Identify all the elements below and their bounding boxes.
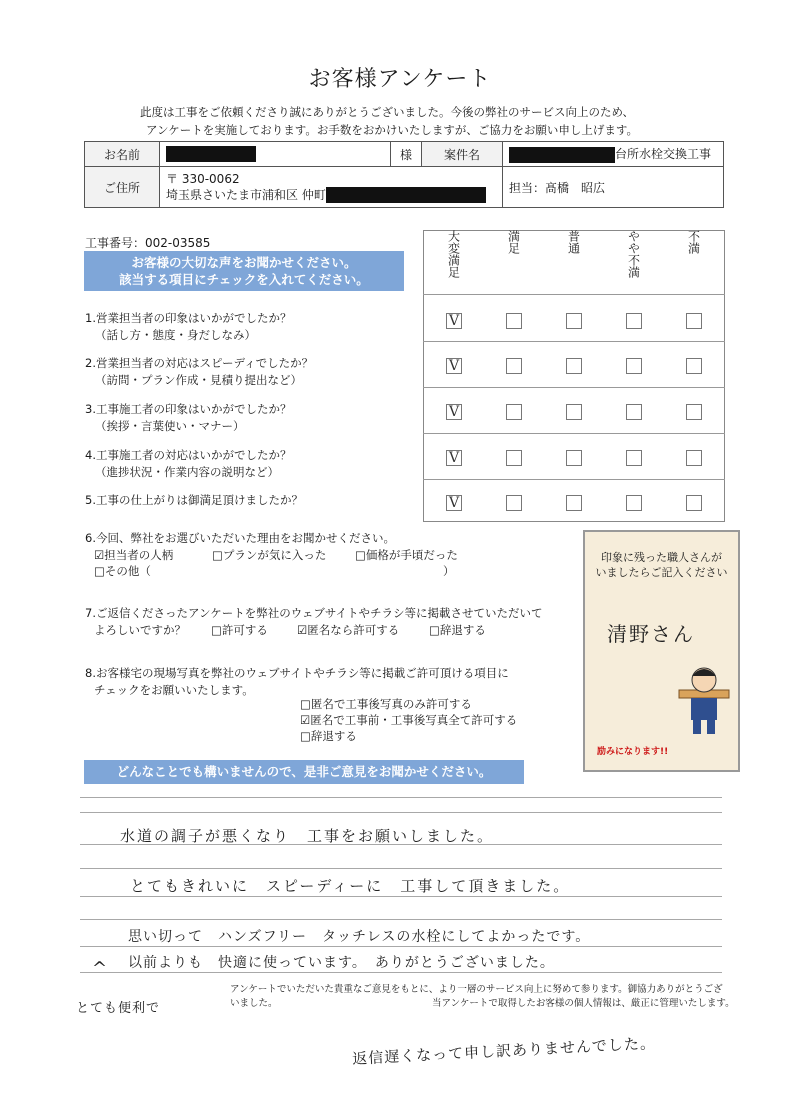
comment-line-2: とてもきれいに スピーディーに 工事して頂きました。: [130, 877, 571, 895]
craftsman-box: [583, 530, 740, 772]
rating-checkbox[interactable]: [626, 313, 642, 329]
q8-option-decline[interactable]: □辞退する: [300, 729, 357, 743]
question-8-line2: チェックをお願いいたします。: [94, 683, 254, 697]
rating-checkbox[interactable]: [686, 495, 702, 511]
q7-option-anonymous[interactable]: ☑匿名なら許可する: [297, 623, 400, 637]
case-field: [503, 142, 724, 167]
rating-checkbox[interactable]: [506, 495, 522, 511]
question-7: 7.ご返信くださったアンケートを弊社のウェブサイトやチラシ等に掲載させていただいて: [85, 606, 543, 620]
comment-line-3: 思い切って ハンズフリー タッチレスの水栓にしてよかったです。: [128, 929, 591, 945]
insert-caret-icon: ^: [92, 958, 110, 979]
rating-checkbox[interactable]: [566, 358, 582, 374]
ruled-line: [80, 797, 722, 798]
craftsman-prompt: 印象に残った職人さんが いましたらご記入ください: [595, 551, 728, 579]
footer-thanks: アンケートでいただいた貴重なご意見をもとに、より一層のサービス向上に努めて参ります。御協力ありがとうございました。: [230, 984, 723, 1009]
q6-option-plan[interactable]: □プランが気に入った: [212, 548, 327, 562]
question-2: 2.営業担当者の対応はスピーディでしたか？ （訪問・プラン作成・見積り提出など）: [85, 356, 314, 387]
survey-banner: [84, 251, 404, 291]
rating-checkbox[interactable]: [626, 450, 642, 466]
q7-option-allow[interactable]: □許可する: [211, 623, 268, 637]
comment-bottom: 返信遅くなって申し訳ありませんでした。: [351, 1034, 657, 1068]
ruled-line: [80, 946, 722, 947]
staff-name: 担当：髙橋 昭広: [509, 180, 606, 195]
rating-checkbox[interactable]: V: [446, 450, 462, 466]
rating-checkbox[interactable]: [626, 404, 642, 420]
ruled-line: [80, 972, 722, 973]
rating-checkbox[interactable]: [506, 313, 522, 329]
rating-checkbox[interactable]: [506, 450, 522, 466]
address-label: ご住所: [85, 167, 160, 208]
address-field: [160, 167, 503, 208]
ruled-line: [80, 919, 722, 920]
rating-checkbox[interactable]: [566, 404, 582, 420]
rating-checkbox[interactable]: [686, 358, 702, 374]
comment-line-1: 水道の調子が悪くなり 工事をお願いしました。: [120, 827, 495, 845]
col-very-satisfied: 大変満足: [446, 230, 461, 278]
rating-checkbox[interactable]: [686, 313, 702, 329]
banner-line-1: お客様の大切な声をお聞かせください。: [131, 255, 357, 270]
footer-privacy: 当アンケートで取得したお客様の個人情報は、厳正に管理いたします。: [432, 998, 735, 1009]
rating-checkbox[interactable]: [566, 313, 582, 329]
q6-other-close: ）: [443, 564, 455, 578]
question-3: 3.工事施工者の印象はいかがでしたか？ （挨拶・言葉使い・マナー）: [85, 402, 292, 433]
question-5: 5.工事の仕上がりは御満足頂けましたか？: [85, 493, 303, 507]
redacted-address: [326, 187, 486, 203]
rating-checkbox[interactable]: [506, 358, 522, 374]
comment-line-4: 以前よりも 快適に使っています。 ありがとうございました。: [128, 955, 555, 971]
redacted-case: [509, 147, 615, 163]
q8-option-all[interactable]: ☑匿名で工事前・工事後写真全て許可する: [300, 713, 518, 727]
customer-info-table: [84, 141, 724, 208]
rating-checkbox[interactable]: [686, 450, 702, 466]
craftsman-handwritten: 清野さん: [607, 622, 695, 646]
rating-checkbox[interactable]: [626, 358, 642, 374]
postal-code: 〒 330-0062: [166, 171, 240, 186]
address-text: 埼玉県さいたま市浦和区 仲町: [166, 187, 326, 202]
question-4: 4.工事施工者の対応はいかがでしたか？ （進捗状況・作業内容の説明など）: [85, 448, 292, 479]
rating-checkbox[interactable]: V: [446, 313, 462, 329]
q7-option-decline[interactable]: □辞退する: [429, 623, 486, 637]
intro-line-2: アンケートを実施しております。お手数をおかけいたしますが、ご協力をお願い申し上げます。: [146, 123, 638, 137]
staff-field: [503, 167, 724, 208]
comment-insert: とても便利で: [76, 1001, 161, 1016]
grid-divider: [423, 479, 725, 480]
case-label: 案件名: [422, 142, 503, 167]
q6-option-other[interactable]: □その他（: [94, 564, 151, 578]
rating-checkbox[interactable]: [506, 404, 522, 420]
craftsman-illustration-icon: [677, 664, 731, 738]
name-field: [160, 142, 391, 167]
rating-checkbox[interactable]: V: [446, 495, 462, 511]
ruled-line: [80, 868, 722, 869]
grid-divider: [423, 433, 725, 434]
page-title: お客様アンケート: [308, 67, 492, 92]
sama-label: 様: [391, 142, 422, 167]
opinion-banner: どんなことでも構いませんので、是非ご意見をお聞かせください。: [84, 760, 524, 784]
col-slightly-dissatisfied: やや不満: [626, 230, 641, 278]
intro-line-1: 此度は工事をご依頼くださり誠にありがとうございました。今後の弊社のサービス向上のため、: [140, 105, 635, 119]
grid-divider: [423, 294, 725, 295]
grid-divider: [423, 387, 725, 388]
rating-checkbox[interactable]: V: [446, 358, 462, 374]
question-8: 8.お客様宅の現場写真を弊社のウェブサイトやチラシ等に掲載ご許可頂ける項目に: [85, 666, 509, 680]
name-label: お名前: [85, 142, 160, 167]
question-7-line2: よろしいですか？: [94, 623, 186, 637]
banner-line-2: 該当する項目にチェックを入れてください。: [119, 272, 369, 287]
rating-checkbox[interactable]: [566, 495, 582, 511]
ruled-line: [80, 896, 722, 897]
redacted-name: [166, 146, 256, 162]
question-1: 1.営業担当者の印象はいかがでしたか？ （話し方・態度・身だしなみ）: [85, 311, 292, 342]
rating-checkbox[interactable]: [626, 495, 642, 511]
rating-checkbox[interactable]: V: [446, 404, 462, 420]
question-6: 6.今回、弊社をお選びいただいた理由をお聞かせください。: [85, 531, 395, 545]
q8-option-after-only[interactable]: □匿名で工事後写真のみ許可する: [300, 697, 472, 711]
rating-checkbox[interactable]: [566, 450, 582, 466]
job-number: 工事番号：002-03585: [85, 236, 211, 250]
grid-divider: [423, 341, 725, 342]
q6-option-personality[interactable]: ☑担当者の人柄: [94, 548, 174, 562]
ruled-line: [80, 812, 722, 813]
col-satisfied: 満足: [506, 230, 521, 254]
case-value: 台所水栓交換工事: [615, 147, 712, 162]
rating-checkbox[interactable]: [686, 404, 702, 420]
col-dissatisfied: 不満: [686, 230, 701, 254]
col-neutral: 普通: [566, 230, 581, 254]
encouragement-text: 励みになります!!: [597, 747, 669, 757]
q6-option-price[interactable]: □価格が手頃だった: [355, 548, 458, 562]
